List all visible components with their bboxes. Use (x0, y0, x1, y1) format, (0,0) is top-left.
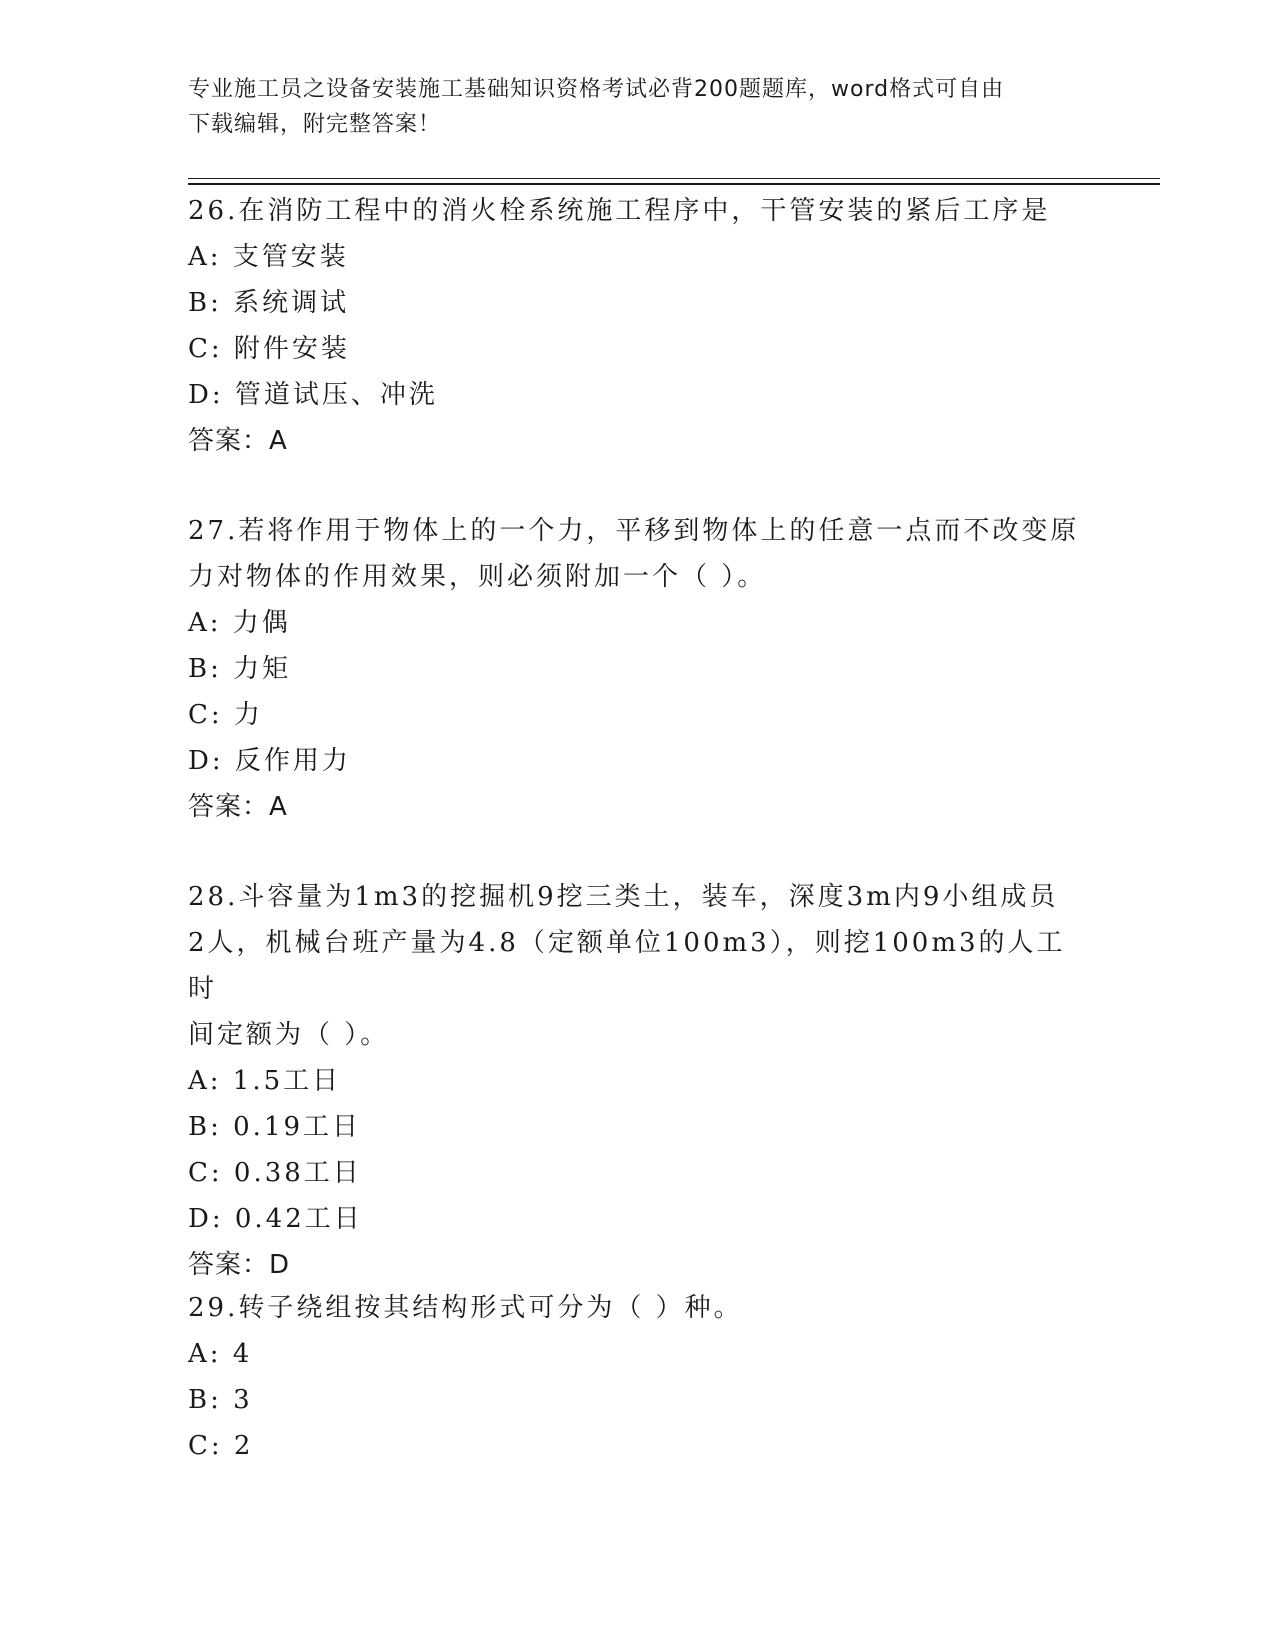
header-line-1: 专业施工员之设备安装施工基础知识资格考试必背200题题库，word格式可自由 (188, 77, 1005, 102)
question-29 (188, 1285, 1088, 1469)
header-divider-thin (188, 178, 1160, 179)
question-stem-line: 间定额为（ ）。 (188, 1020, 390, 1050)
option-a: A: 力偶 (188, 608, 291, 638)
header-line-2: 下载编辑，附完整答案！ (188, 112, 442, 137)
question-stem-line: 力对物体的作用效果，则必须附加一个（ ）。 (188, 562, 767, 592)
question-28 (188, 874, 1088, 1288)
option-c: C: 0.38工日 (188, 1158, 362, 1188)
question-27 (188, 508, 1088, 830)
question-stem-line: 26.在消防工程中的消火栓系统施工程序中，干管安装的紧后工序是 (188, 196, 1051, 226)
question-stem-line: 28.斗容量为1m3的挖掘机9挖三类土，装车，深度3m内9小组成员 (188, 882, 1059, 912)
question-stem-line: 29.转子绕组按其结构形式可分为（ ）种。 (188, 1293, 743, 1323)
option-b: B: 系统调试 (188, 288, 350, 318)
answer-label: 答案：A (188, 792, 288, 822)
option-b: B: 力矩 (188, 654, 292, 684)
option-a: A: 4 (188, 1339, 253, 1369)
option-d: D: 反作用力 (188, 746, 351, 776)
option-a: A: 支管安装 (188, 242, 349, 272)
question-26 (188, 188, 1088, 464)
header-divider-thick (188, 183, 1160, 185)
option-a: A: 1.5工日 (188, 1066, 342, 1096)
option-b: B: 0.19工日 (188, 1112, 362, 1142)
option-c: C: 附件安装 (188, 334, 350, 364)
option-c: C: 力 (188, 700, 263, 730)
option-c: C: 2 (188, 1431, 254, 1461)
document-header (188, 72, 1088, 142)
answer-label: 答案：D (188, 1250, 291, 1280)
question-stem-line: 27.若将作用于物体上的一个力，平移到物体上的任意一点而不改变原 (188, 516, 1080, 546)
option-d: D: 0.42工日 (188, 1204, 363, 1234)
answer-label: 答案：A (188, 426, 288, 456)
option-d: D: 管道试压、冲洗 (188, 380, 438, 410)
question-stem-line: 2人，机械台班产量为4.8（定额单位100m3），则挖100m3的人工时 (188, 928, 1066, 1004)
option-b: B: 3 (188, 1385, 253, 1415)
